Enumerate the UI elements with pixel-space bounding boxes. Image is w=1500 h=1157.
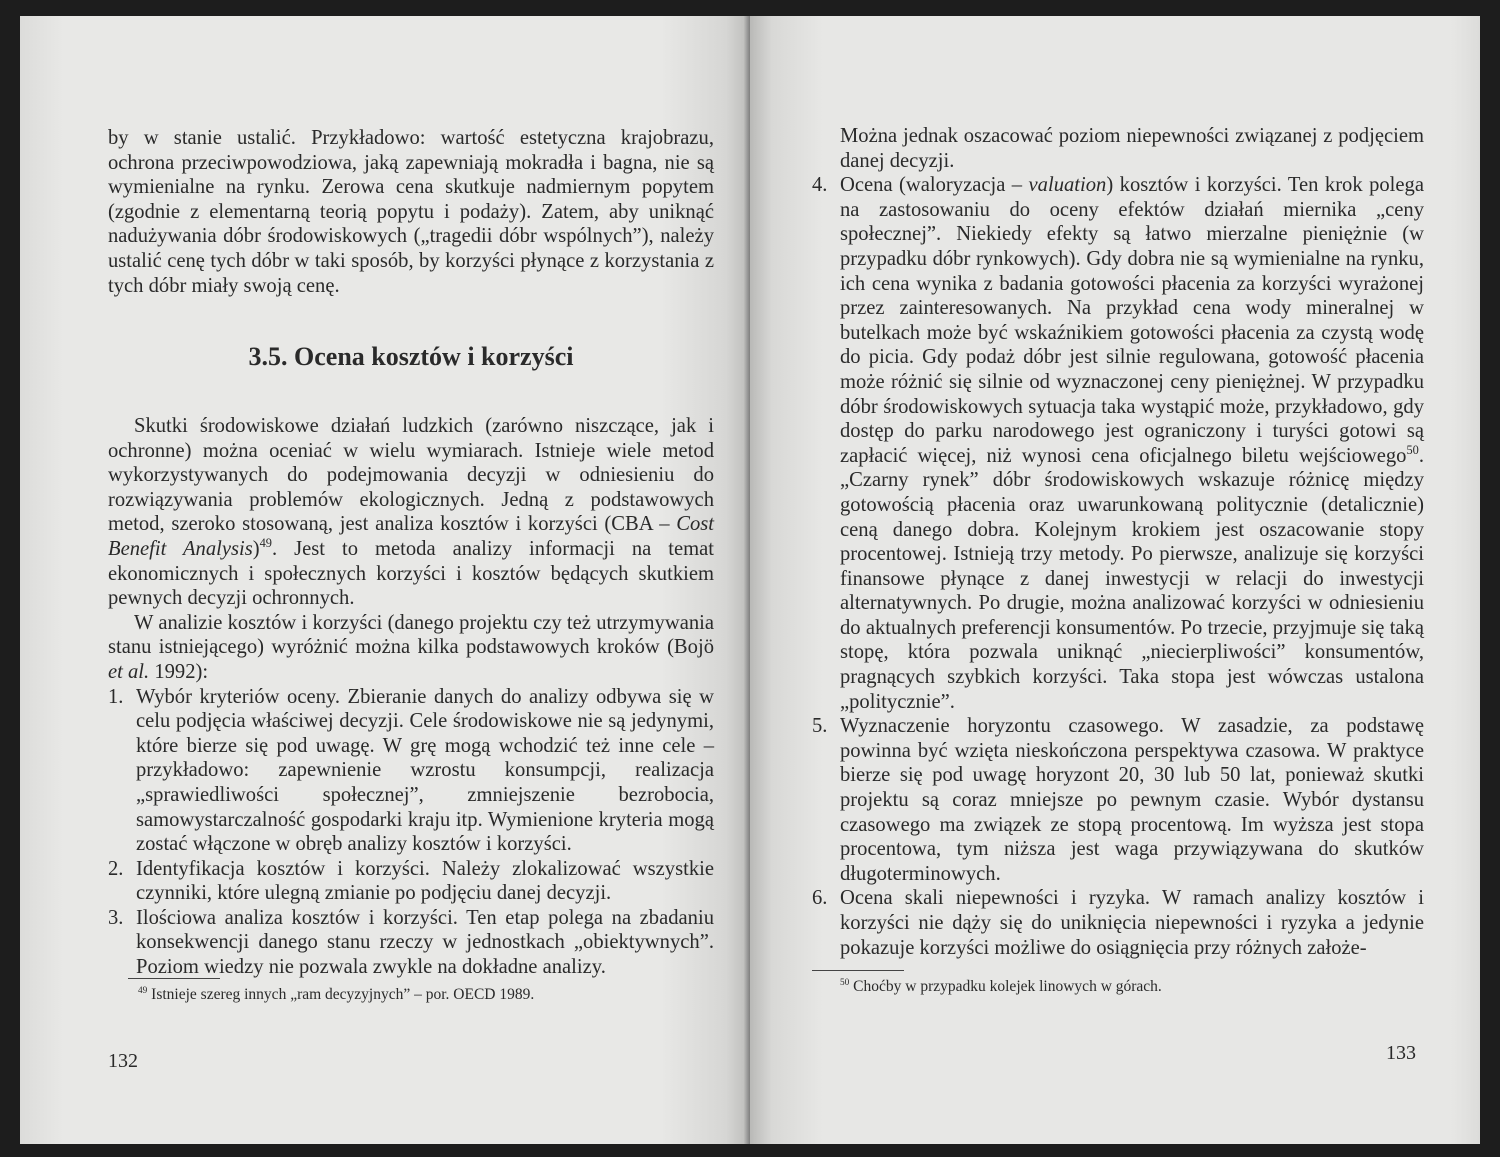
right-continuation-paragraph: Można jednak oszacować poziom niepewności związanej z podjęciem danej decyzji. (840, 125, 1424, 172)
list-item-5: 5. Wyznaczenie horyzontu czasowego. W zasadzie, za podstawę powinna być wzięta nieskończona perspektywa czasowa. W praktyce bierze się pod uwagę horyzont 20, 30 lub 50 lat, ponieważ skutki projektu są coraz mniejsze po pewnym czasie. Wybór dystansu czasowego ma związek ze stopą procentową. Im wyższa jest stopa procentowa, tym niższa jest waga przywiązywana do skutków długoterminowych. (812, 715, 1424, 885)
right-footnote-rule (812, 970, 904, 971)
list-item-4: 4. Ocena (waloryzacja – valuation) kosztów i korzyści. Ten krok polega na zastosowaniu do oceny efektów działań miernika „ceny społecznej”. Niekiedy efekty są łatwo mierzalne pieniężnie (w przypadku dóbr rynkowych). Gdy dobra nie są wymienialne na rynku, ich cena wynika z badania gotowości płacenia za korzyści wyrażonej przez zainteresowanych. Na przykład cena wody mineralnej w butelkach może być wskaźnikiem gotowości płacenia za czystą wodę do picia. Gdy podaż dóbr jest silnie regulowana, gotowość płacenia może różnić się silnie od wyznaczonej ceny pieniężnej. W przypadku dóbr środowiskowych sytuacja taka wystąpić może, przykładowo, gdy dostęp do parku narodowego jest ograniczony i turyści gotowi są zapłacić więcej, niż wynosi cena oficjalnego biletu wejściowego$^{50}$. „Czarny rynek” dóbr środowiskowych wskazuje różnicę między gotowością płacenia oraz uwarunkowaną politycznie (detalicznie) ceną danego dobra. Kolejnym krokiem jest oszacowanie stopy procentowej. Istnieją trzy metody. Po pierwsze, analizuje się korzyści finansowe płynące z danej inwestycji w relacji do inwestycji alternatywnych. Po drugie, można analizować korzyści w odniesieniu do aktualnych preferencji konsumentów. Po trzecie, przyjmuje się taką stopę, która pozwala uniknąć „niecierpliwości” konsumentów, pragnących szybkich korzyści. Taka stopa jest wówczas ustalona „politycznie”. (812, 174, 1424, 713)
list-item-6: 6. Ocena skali niepewności i ryzyka. W ramach analizy kosztów i korzyści nie dąży się do uniknięcia niepewności i ryzyka a jedynie pokazuje korzyści możliwe do osiągnięcia przy różnych założe- (812, 887, 1424, 959)
footnote-ref-50: 50 (1406, 442, 1419, 457)
right-page (750, 16, 1480, 1144)
left-paragraph-2: W analizie kosztów i korzyści (danego projektu czy też utrzymywania stanu istniejącego) wyróżnić można kilka podstawowych kroków (Bojö et al. 1992): (108, 611, 714, 683)
list-item-1: 1. Wybór kryteriów oceny. Zbieranie danych do analizy odbywa się w celu podjęcia właściwej decyzji. Cele środowiskowe nie są jedynymi, które bierze się pod uwagę. W grę mogą wchodzić też inne cele – przykładowo: zapewnienie wzrostu konsumpcji, realizacja „sprawiedliwości społecznej”, zmniejszenie bezrobocia, samowystarczalność gospodarki kraju itp. Wymienione kryteria mogą zostać włączone w obręb analizy kosztów i korzyści. (108, 685, 714, 856)
left-paragraph-1: Skutki środowiskowe działań ludzkich (zarówno niszczące, jak i ochronne) można oceniać w wielu wymiarach. Istnieje wiele metod wykorzystywanych do podejmowania decyzji w odniesieniu do rozwiązywania problemów ekologicznych. Jedną z podstawowych metod, szeroko stosowaną, jest analiza kosztów i korzyści (CBA – Cost Benefit Analysis)$^{49}$. Jest to metoda analizy informacji na temat ekonomicznych i społecznych korzyści i kosztów będących skutkiem pewnych decyzji ochronnych. (108, 415, 714, 610)
left-intro-block (108, 126, 714, 298)
section-heading: 3.5. Ocena kosztów i korzyści (248, 342, 574, 371)
list-item-3: 3. Ilościowa analiza kosztów i korzyści. Ten etap polega na zbadaniu konsekwencji danego stanu rzeczy w jednostkach „obiektywnych”. Poziom wiedzy nie pozwala zwykle na dokładne analizy. (108, 906, 714, 979)
footnote-ref-49: 49 (259, 536, 272, 551)
left-page (20, 16, 748, 1144)
book-spread (20, 16, 1480, 1144)
left-page-number: 132 (108, 1050, 138, 1072)
list-item-2: 2. Identyfikacja kosztów i korzyści. Należy zlokalizować wszystkie czynniki, które ulegną zmianie po podjęciu danej decyzji. (108, 857, 714, 905)
left-footnote-rule (128, 978, 220, 979)
right-main-block (812, 124, 1424, 960)
right-page-number: 133 (1386, 1042, 1416, 1064)
left-main-block (108, 414, 714, 980)
left-intro-paragraph: by w stanie ustalić. Przykładowo: wartość estetyczna krajobrazu, ochrona przeciwpowodziowa, jaką zapewniają mokradła i bagna, nie są wymienialne na rynku. Zerowa cena skutkuje nadmiernym popytem (zgodnie z elementarną teorią popytu i podaży). Zatem, aby uniknąć nadużywania dóbr środowiskowych („tragedii dóbr wspólnych”), należy ustalić cenę tych dóbr w taki sposób, by korzyści płynące z korzystania z tych dóbr miały swoją cenę. (108, 127, 714, 297)
right-footnote: $^{50}$ Choćby w przypadku kolejek linowych w górach. (840, 977, 1162, 995)
left-footnote: $^{49}$ Istnieje szereg innych „ram decyzyjnych” – por. OECD 1989. (138, 985, 535, 1003)
